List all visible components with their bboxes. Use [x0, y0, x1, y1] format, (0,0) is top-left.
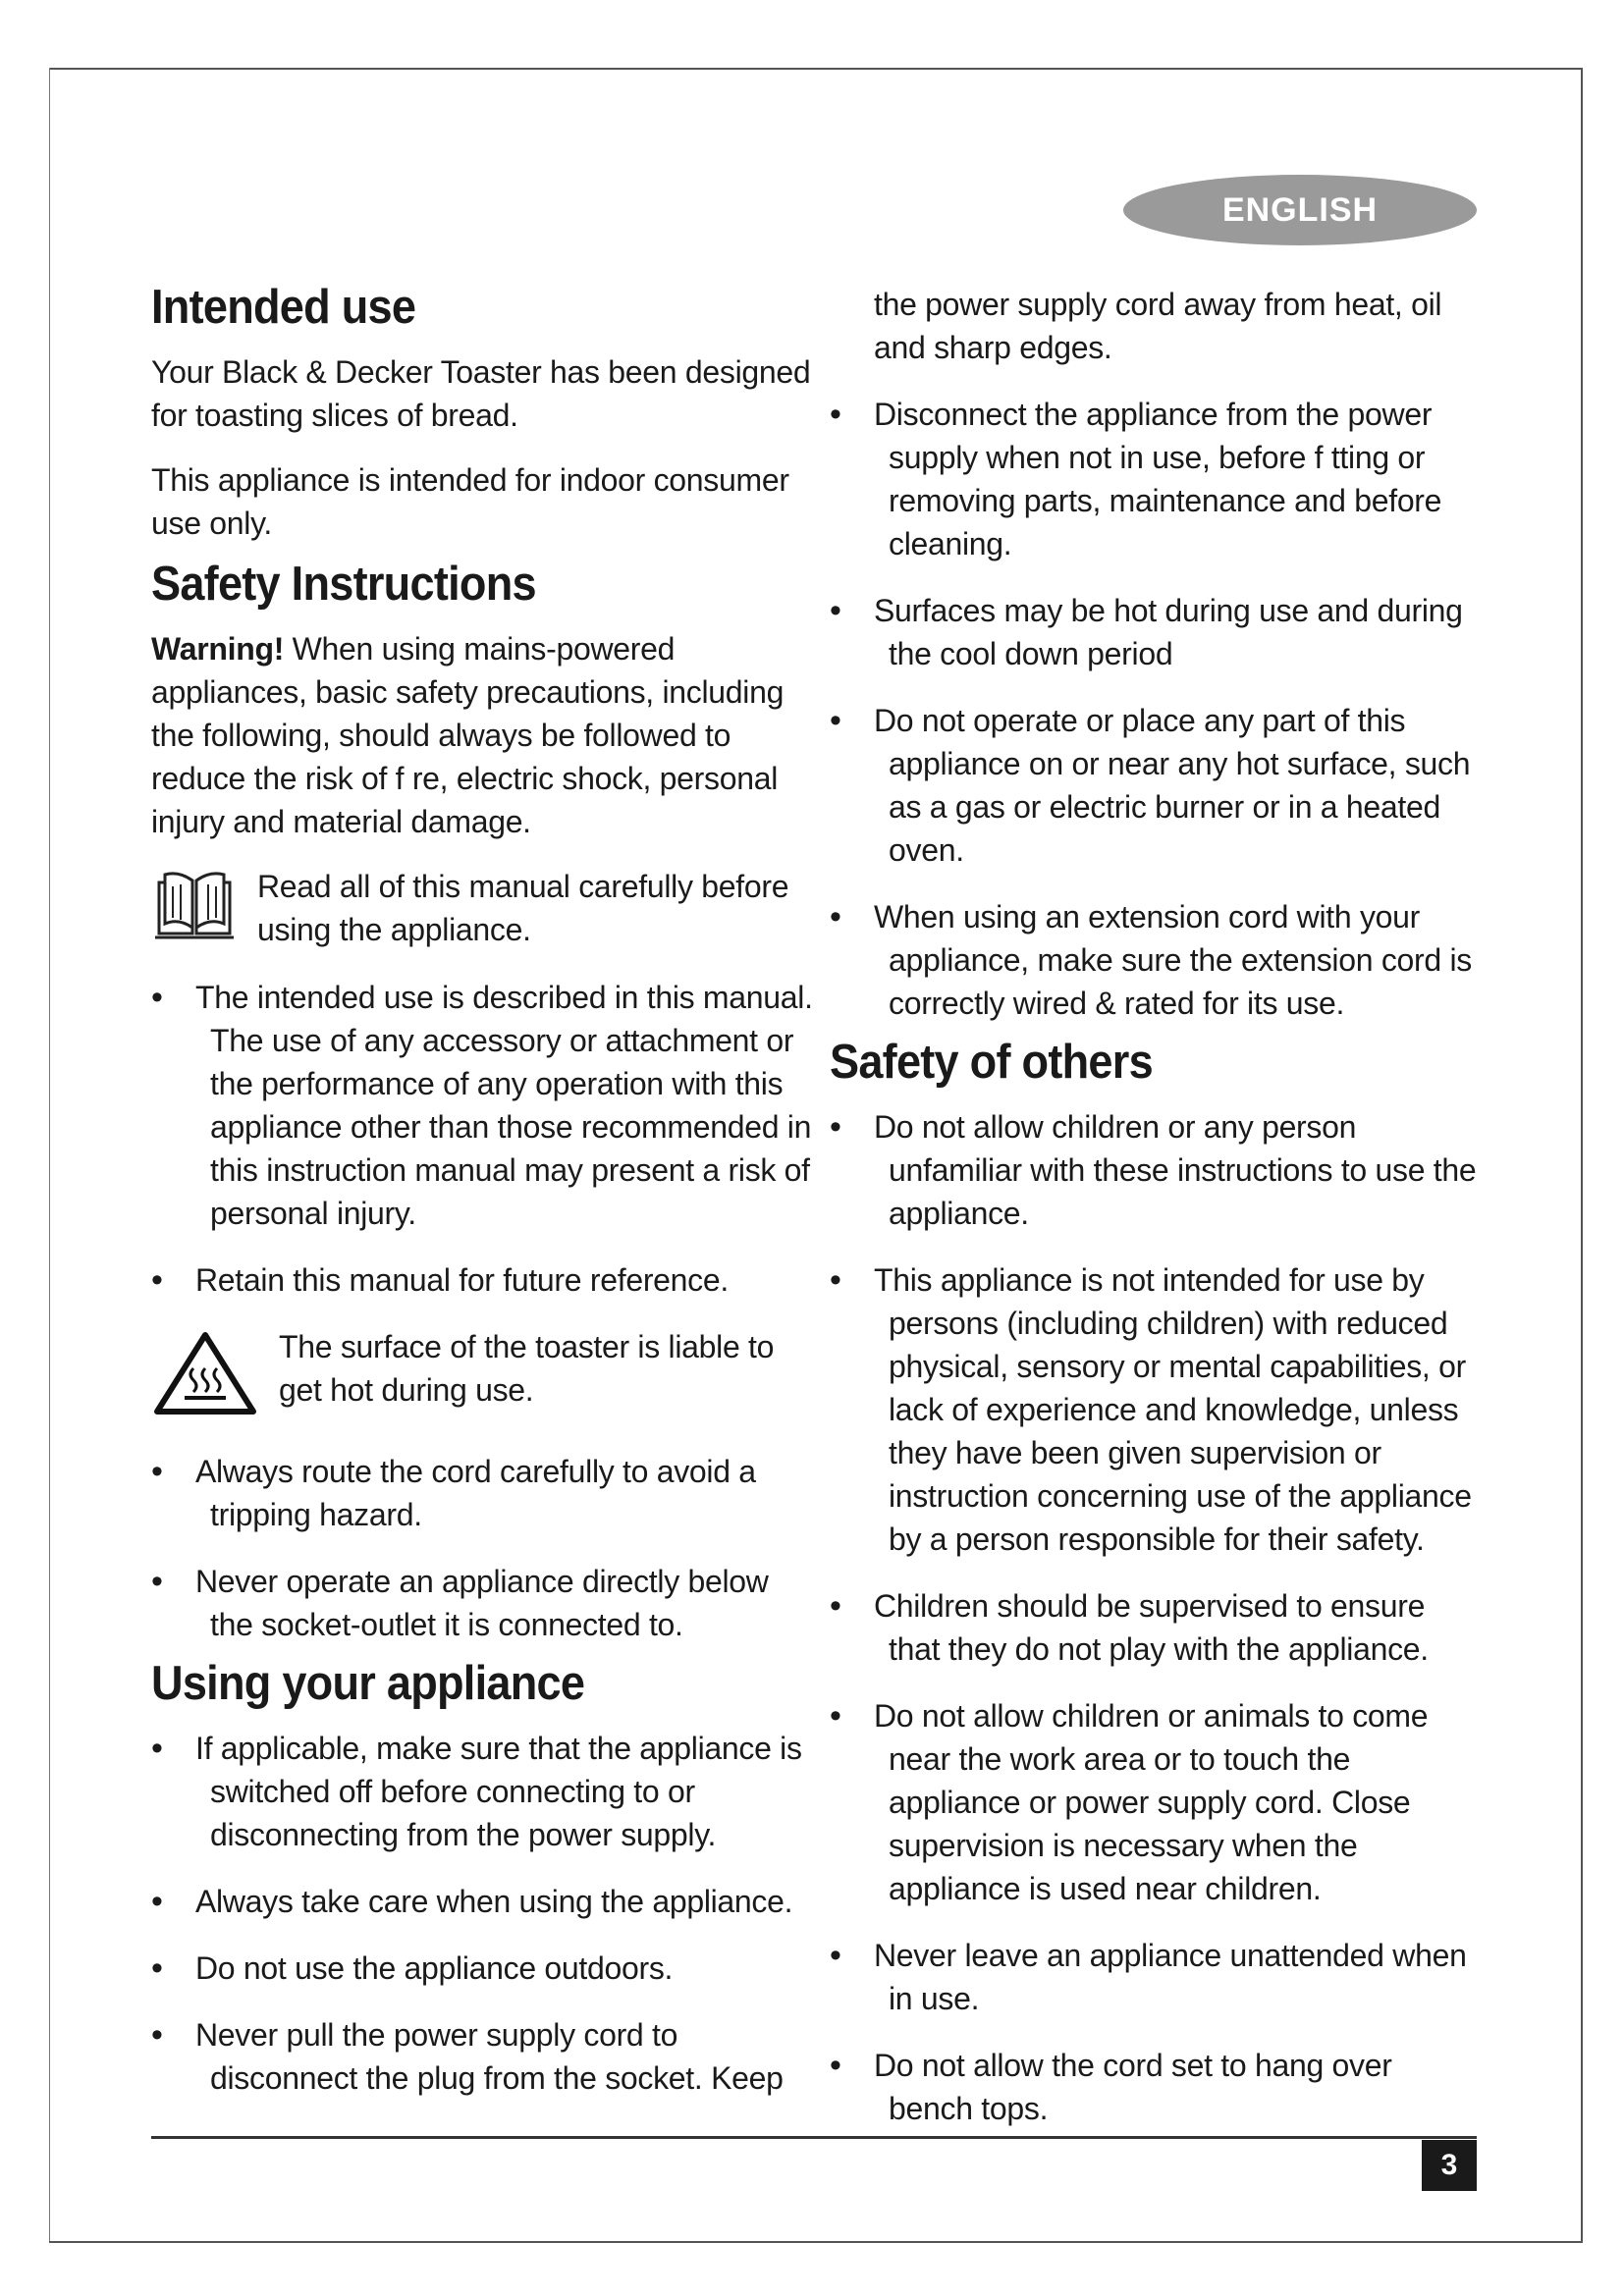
list-item: • If applicable, make sure that the appliance is switched off before connecting to or disconnecting from the power supply.	[151, 1727, 819, 1856]
safety-of-others-heading: Safety of others	[830, 1036, 1153, 1089]
safety-of-others-list	[830, 1105, 1478, 2130]
hot-surface-notice	[151, 1325, 819, 1428]
using-appliance-list	[151, 1727, 819, 2100]
safety-list-2	[151, 1450, 819, 1646]
using-appliance-heading: Using your appliance	[151, 1657, 585, 1710]
list-item: • The intended use is described in this manual. The use of any accessory or attachment or the performance of any operation with this appliance other than those recommended in this instruction manual may present a risk of personal injury.	[151, 976, 819, 1235]
hot-surface-text: The surface of the toaster is liable to get hot during use.	[279, 1329, 775, 1408]
list-item: • When using an extension cord with your appliance, make sure the extension cord is correctly wired & rated for its use.	[830, 895, 1478, 1025]
left-column	[151, 278, 819, 2123]
warning-paragraph	[151, 627, 819, 843]
safety-list	[151, 976, 819, 1302]
list-item-continuation: the power supply cord away from heat, oil and sharp edges.	[874, 287, 1442, 365]
warning-text: When using mains-powered appliances, basic safety precautions, including the following, should always be followed to reduce the risk of f re, electric shock, personal injury and material damage.	[151, 631, 785, 839]
safety-instructions-heading: Safety Instructions	[151, 558, 536, 611]
list-item: • Disconnect the appliance from the power supply when not in use, before f tting or removing parts, maintenance and before cleaning.	[830, 393, 1478, 565]
list-item: • Do not operate or place any part of this appliance on or near any hot surface, such as a gas or electric burner or in a heated oven.	[830, 699, 1478, 872]
page-frame-left	[49, 68, 50, 2242]
open-book-icon	[151, 869, 238, 954]
page-number: 3	[1422, 2140, 1477, 2191]
list-item: • Surfaces may be hot during use and during the cool down period	[830, 589, 1478, 675]
page-frame-bottom	[49, 2241, 1583, 2243]
intended-use-heading: Intended use	[151, 281, 416, 334]
using-appliance-list-continued	[830, 393, 1478, 1025]
page-frame-right	[1581, 68, 1583, 2242]
list-item: • Do not use the appliance outdoors.	[151, 1947, 819, 1990]
list-item: • Children should be supervised to ensure that they do not play with the appliance.	[830, 1584, 1478, 1671]
read-manual-text: Read all of this manual carefully before using the appliance.	[257, 869, 789, 947]
list-item: • Do not allow children or animals to come near the work area or to touch the appliance or power supply cord. Close supervision is necessary when the appliance is used near children.	[830, 1694, 1478, 1910]
intended-use-paragraph: This appliance is intended for indoor consumer use only.	[151, 462, 789, 541]
list-item: • This appliance is not intended for use by persons (including children) with reduced physical, sensory or mental capabilities, or lack of experience and knowledge, unless they have been given supervision or instruction concerning use of the appliance by a person responsible for their safety.	[830, 1258, 1478, 1561]
list-item: • Retain this manual for future reference.	[151, 1258, 819, 1302]
list-item: • Always route the cord carefully to avoid a tripping hazard.	[151, 1450, 819, 1536]
right-column	[830, 283, 1478, 2154]
footer-rule	[151, 2136, 1477, 2139]
list-item: • Do not allow the cord set to hang over bench tops.	[830, 2044, 1478, 2130]
list-item: • Never leave an appliance unattended when in use.	[830, 1934, 1478, 2020]
read-manual-notice	[151, 865, 819, 954]
warning-label: Warning!	[151, 631, 285, 667]
language-badge: ENGLISH	[1123, 175, 1477, 245]
list-item: • Do not allow children or any person unfamiliar with these instructions to use the appliance.	[830, 1105, 1478, 1235]
intended-use-paragraph: Your Black & Decker Toaster has been designed for toasting slices of bread.	[151, 354, 811, 433]
hot-surface-warning-icon	[151, 1329, 259, 1428]
list-item: • Always take care when using the appliance.	[151, 1880, 819, 1923]
list-item: • Never pull the power supply cord to disconnect the plug from the socket. Keep	[151, 2013, 819, 2100]
list-item: • Never operate an appliance directly below the socket-outlet it is connected to.	[151, 1560, 819, 1646]
page-frame-top	[49, 68, 1581, 70]
